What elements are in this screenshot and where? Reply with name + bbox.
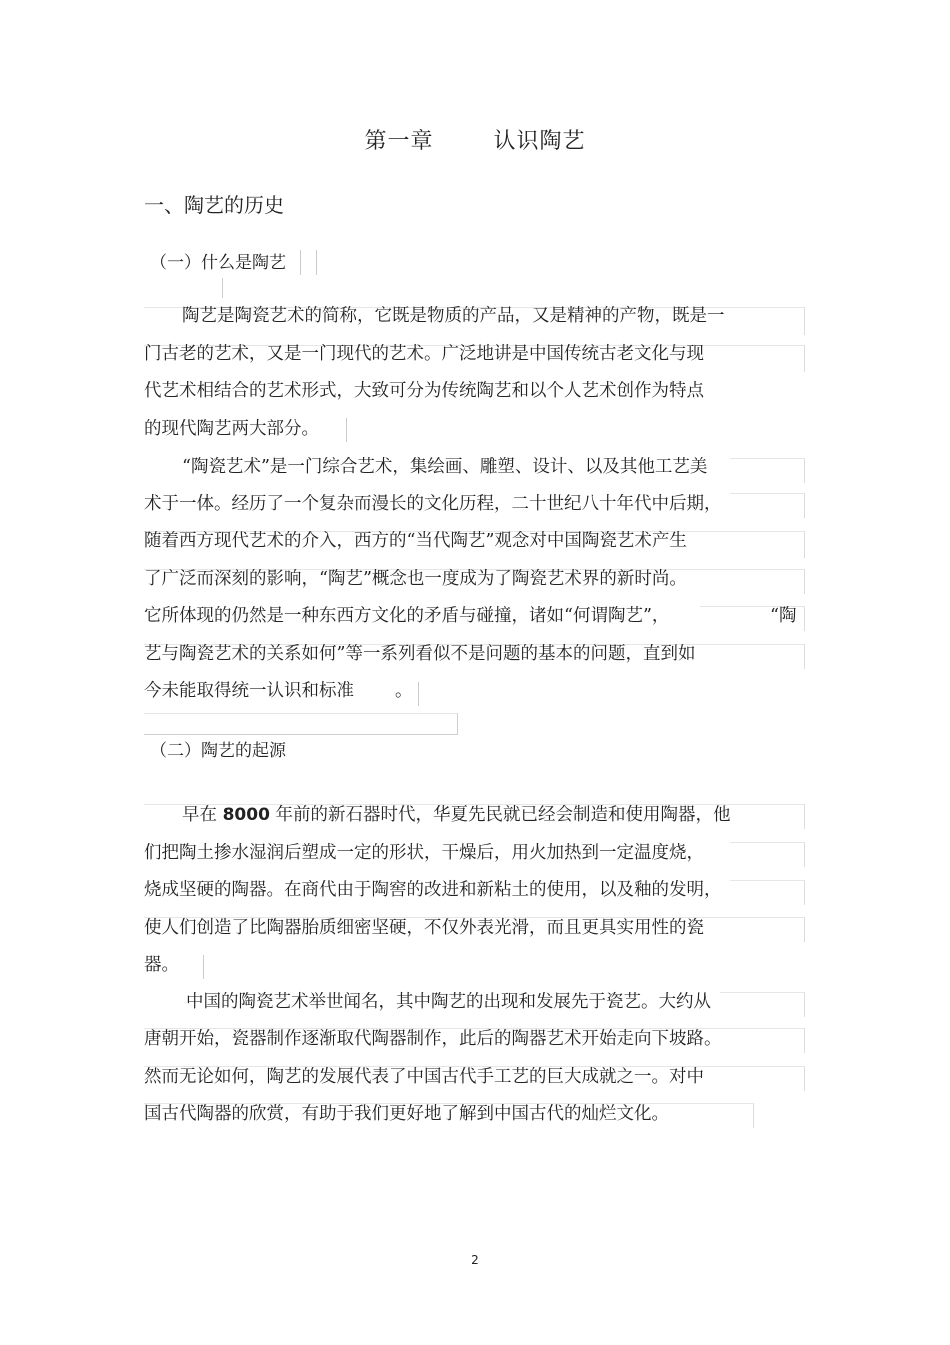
section-heading: 一、陶艺的历史 xyxy=(144,193,284,217)
paragraph-line xyxy=(182,803,730,827)
scan-artifact xyxy=(730,842,805,867)
scan-artifact xyxy=(418,682,419,706)
scan-artifact xyxy=(203,955,204,979)
paragraph-line: 随着西方现代艺术的介入，西方的“当代陶艺”观念对中国陶瓷艺术产生 xyxy=(144,531,687,551)
paragraph-line: 门古老的艺术，又是一门现代的艺术。广泛地讲是中国传统古老文化与现 xyxy=(144,344,704,364)
paragraph-text: 年前的新石器时代，华夏先民就已经会制造和使用陶器，他 xyxy=(275,805,731,825)
chapter-number: 第一章 xyxy=(364,129,434,154)
scan-artifact xyxy=(316,250,317,275)
year-number: 8000 xyxy=(222,805,270,825)
paragraph-line: 然而无论如何，陶艺的发展代表了中国古代手工艺的巨大成就之一。对中 xyxy=(144,1067,704,1087)
paragraph-line: 国古代陶器的欣赏，有助于我们更好地了解到中国古代的灿烂文化。 xyxy=(144,1104,669,1124)
paragraph-line: 们把陶土掺水湿润后塑成一定的形状，干燥后，用火加热到一定温度烧， xyxy=(144,843,704,863)
paragraph-line: 的现代陶艺两大部分。 xyxy=(144,419,319,439)
paragraph-line: 。 xyxy=(395,681,413,701)
scan-artifact xyxy=(346,418,347,442)
paragraph-line: 它所体现的仍然是一种东西方文化的矛盾与碰撞，诸如“何谓陶艺”， xyxy=(144,606,670,626)
scan-artifact xyxy=(730,493,805,518)
scan-artifact xyxy=(730,458,805,483)
scan-artifact xyxy=(144,713,458,735)
paragraph-line: 唐朝开始，瓷器制作逐渐取代陶器制作，此后的陶器艺术开始走向下坡路。 xyxy=(144,1029,722,1049)
subsection-heading-what-is-ceramic-art: （一）什么是陶艺 xyxy=(150,253,286,273)
chapter-title xyxy=(0,124,950,155)
scan-artifact xyxy=(222,278,223,298)
paragraph-line: “陶 xyxy=(770,606,797,626)
paragraph-text: 早在 xyxy=(182,805,217,825)
chapter-name: 认识陶艺 xyxy=(493,129,586,154)
paragraph-line: 中国的陶瓷艺术举世闻名，其中陶艺的出现和发展先于瓷艺。大约从 xyxy=(186,992,711,1012)
subsection-heading-origin: （二）陶艺的起源 xyxy=(150,741,286,761)
paragraph-line: “陶瓷艺术”是一门综合艺术，集绘画、雕塑、设计、以及其他工艺美 xyxy=(182,457,708,477)
paragraph-line: 使人们创造了比陶器胎质细密坚硬，不仅外表光滑，而且更具实用性的瓷 xyxy=(144,918,704,938)
paragraph-line: 艺与陶瓷艺术的关系如何”等一系列看似不是问题的基本的问题，直到如 xyxy=(144,644,696,664)
paragraph-line: 今未能取得统一认识和标准 xyxy=(144,681,354,701)
paragraph-line: 代艺术相结合的艺术形式，大致可分为传统陶艺和以个人艺术创作为特点 xyxy=(144,381,704,401)
scan-artifact xyxy=(720,992,805,1017)
paragraph-line: 器。 xyxy=(144,955,179,975)
paragraph-line: 了广泛而深刻的影响，“陶艺”概念也一度成为了陶瓷艺术界的新时尚。 xyxy=(144,569,687,589)
scan-artifact xyxy=(730,880,805,905)
page-number: 2 xyxy=(471,1253,479,1267)
paragraph-line: 烧成坚硬的陶器。在商代由于陶窖的改进和新粘土的使用，以及釉的发明， xyxy=(144,880,722,900)
paragraph-line: 陶艺是陶瓷艺术的简称，它既是物质的产品，又是精神的产物，既是一 xyxy=(182,306,725,326)
paragraph-line: 术于一体。经历了一个复杂而漫长的文化历程，二十世纪八十年代中后期， xyxy=(144,494,722,514)
scan-artifact xyxy=(300,250,301,275)
